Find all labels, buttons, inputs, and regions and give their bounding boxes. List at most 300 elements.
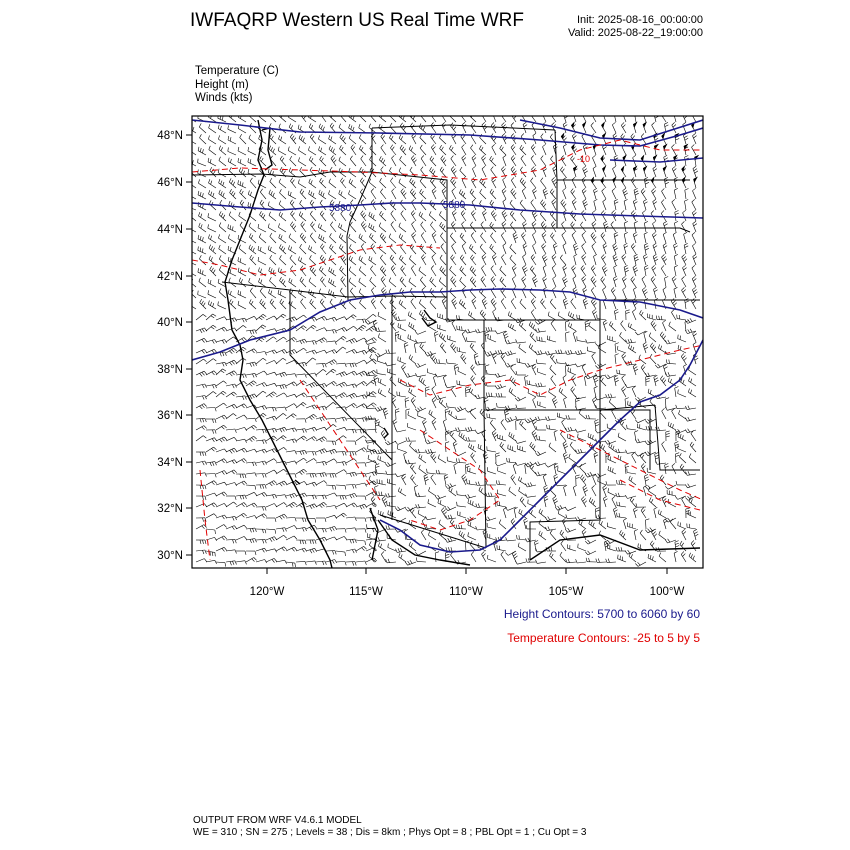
wind-barb bbox=[431, 475, 436, 485]
wind-barb bbox=[256, 352, 267, 356]
wind-barb bbox=[339, 234, 346, 244]
wind-barb bbox=[429, 211, 436, 221]
wind-barb bbox=[589, 520, 596, 529]
wind-barb bbox=[603, 320, 607, 331]
wind-barb bbox=[543, 144, 547, 155]
wind-barb bbox=[440, 145, 446, 155]
wind-barb bbox=[260, 288, 266, 298]
wind-barb bbox=[256, 474, 266, 478]
wind-barb bbox=[496, 480, 506, 485]
wind-barb bbox=[451, 167, 456, 178]
wind-barb bbox=[645, 373, 656, 377]
wind-barb bbox=[693, 133, 697, 144]
wind-barb bbox=[644, 232, 648, 243]
wind-barb bbox=[582, 276, 586, 287]
wind-barb bbox=[470, 409, 476, 419]
wind-barb bbox=[396, 317, 406, 321]
wind-barb bbox=[570, 442, 576, 452]
wind-barb bbox=[440, 266, 446, 276]
wind-barb bbox=[601, 233, 606, 244]
wind-barb bbox=[401, 266, 406, 276]
wind-barb bbox=[226, 550, 237, 554]
wind-barb bbox=[450, 519, 456, 529]
wind-barb bbox=[356, 504, 367, 509]
wind-barb bbox=[640, 310, 647, 320]
wind-barb bbox=[675, 211, 679, 222]
wind-barb bbox=[206, 408, 216, 412]
wind-barb bbox=[286, 337, 297, 342]
wind-barb bbox=[693, 331, 697, 342]
wind-barb bbox=[419, 267, 426, 276]
wind-barb bbox=[645, 452, 656, 456]
wind-barb bbox=[326, 506, 337, 510]
wind-barb bbox=[389, 134, 396, 144]
wind-barb bbox=[238, 158, 246, 166]
wind-barb bbox=[484, 397, 488, 408]
wind-barb bbox=[620, 530, 627, 540]
wind-barb bbox=[216, 317, 227, 320]
wind-barb bbox=[488, 335, 496, 343]
wind-barb bbox=[420, 145, 426, 155]
wind-barb bbox=[460, 167, 466, 177]
wind-barb bbox=[298, 157, 306, 166]
wind-barb bbox=[449, 410, 456, 419]
wind-barb bbox=[654, 287, 658, 298]
wind-barb bbox=[316, 363, 326, 367]
wind-barb bbox=[666, 431, 670, 441]
wind-barb bbox=[575, 350, 586, 355]
wind-barb bbox=[662, 254, 667, 265]
wind-barb bbox=[236, 513, 247, 518]
wind-barb bbox=[505, 351, 516, 356]
wind-barb bbox=[226, 483, 237, 487]
wind-barb bbox=[266, 329, 277, 332]
wind-barb bbox=[689, 454, 696, 464]
wind-barb bbox=[503, 177, 506, 188]
wind-barb bbox=[466, 387, 470, 397]
wind-barb bbox=[326, 360, 337, 365]
wind-barb bbox=[515, 462, 526, 465]
wind-barb bbox=[326, 537, 337, 540]
wind-barb bbox=[630, 497, 636, 507]
wind-barb bbox=[246, 449, 257, 452]
wind-barb bbox=[639, 355, 646, 364]
wind-barb bbox=[589, 322, 596, 331]
wind-barb bbox=[552, 265, 556, 276]
wind-barb bbox=[386, 350, 396, 354]
wind-barb bbox=[346, 485, 356, 489]
wind-barb bbox=[565, 507, 576, 511]
wind-barb bbox=[306, 358, 316, 364]
wind-barb bbox=[591, 266, 596, 277]
wind-barb bbox=[389, 234, 396, 243]
wind-barb bbox=[465, 329, 476, 333]
wind-barb bbox=[395, 409, 399, 419]
wind-barb bbox=[685, 318, 696, 323]
wind-barb bbox=[683, 210, 686, 221]
coastline bbox=[225, 120, 700, 568]
wind-barb bbox=[634, 111, 638, 122]
wind-barb bbox=[306, 382, 317, 387]
wind-barb bbox=[320, 299, 326, 309]
wind-barb bbox=[453, 441, 457, 452]
wind-barb bbox=[306, 482, 317, 486]
wind-barb bbox=[543, 265, 546, 276]
wind-barb bbox=[521, 211, 527, 221]
wind-barb bbox=[296, 339, 307, 344]
wind-barb bbox=[573, 166, 577, 177]
wind-barb bbox=[208, 290, 216, 298]
wind-barb bbox=[259, 113, 266, 122]
wind-barb bbox=[647, 468, 656, 474]
wind-barb bbox=[270, 178, 276, 188]
wind-barb bbox=[495, 384, 506, 389]
wind-barb bbox=[278, 290, 286, 298]
wind-barb bbox=[399, 255, 406, 265]
wind-barb bbox=[248, 169, 256, 177]
wind-barb bbox=[310, 233, 316, 243]
wind-barb bbox=[471, 365, 476, 375]
wind-barb bbox=[196, 518, 206, 522]
wind-barb bbox=[268, 246, 276, 254]
wind-barb bbox=[216, 492, 227, 496]
wind-barb bbox=[668, 499, 676, 507]
wind-barb bbox=[614, 199, 618, 210]
wind-barb bbox=[306, 437, 317, 442]
wind-barb bbox=[196, 338, 207, 342]
wind-barb bbox=[346, 326, 357, 331]
wind-barb bbox=[356, 325, 366, 331]
wind-barb bbox=[276, 413, 286, 419]
wind-barb bbox=[278, 223, 286, 232]
wind-barb bbox=[591, 233, 596, 244]
wind-barb bbox=[582, 111, 586, 122]
wind-barb bbox=[405, 398, 409, 408]
wind-barb bbox=[306, 350, 317, 354]
wind-barb bbox=[377, 479, 386, 485]
wind-barb bbox=[228, 125, 236, 133]
wind-barb bbox=[460, 255, 466, 265]
wind-barb bbox=[336, 327, 347, 331]
wind-barb bbox=[511, 475, 516, 485]
wind-barb bbox=[519, 344, 526, 353]
wind-barb bbox=[458, 367, 466, 375]
wind-barb bbox=[628, 344, 636, 353]
wind-barb bbox=[509, 487, 516, 496]
wind-barb bbox=[433, 375, 436, 386]
wind-barb bbox=[196, 436, 206, 441]
wind-barb bbox=[366, 370, 377, 375]
wind-barb bbox=[300, 244, 306, 254]
wind-barb bbox=[686, 471, 697, 475]
wind-barb bbox=[561, 541, 566, 551]
longitude-label: 100°W bbox=[649, 586, 685, 598]
wind-barb bbox=[531, 178, 537, 188]
wind-barb bbox=[216, 562, 226, 567]
wind-barb bbox=[679, 377, 686, 386]
wind-barb bbox=[652, 122, 656, 133]
wind-barb bbox=[635, 419, 646, 423]
wind-barb bbox=[260, 299, 266, 309]
wind-barb bbox=[506, 537, 516, 541]
wind-barb bbox=[503, 243, 506, 254]
wind-barb bbox=[490, 200, 496, 210]
wind-barb bbox=[462, 122, 466, 133]
wind-barb bbox=[618, 433, 626, 441]
wind-barb bbox=[336, 427, 347, 430]
wind-barb bbox=[410, 442, 417, 452]
wind-barb bbox=[276, 314, 286, 320]
wind-barb bbox=[631, 244, 636, 255]
wind-barb bbox=[390, 178, 396, 188]
wind-barb bbox=[455, 452, 466, 456]
wind-barb bbox=[336, 363, 346, 367]
wind-barb bbox=[260, 211, 267, 221]
wind-barb bbox=[289, 278, 296, 287]
wind-barb bbox=[276, 393, 287, 397]
wind-barb bbox=[574, 254, 577, 265]
height-contour-label: 5880 bbox=[443, 200, 466, 211]
wind-barb bbox=[470, 222, 476, 232]
wind-barb bbox=[501, 552, 506, 563]
wind-barb bbox=[501, 112, 506, 123]
wind-barb bbox=[530, 464, 536, 474]
wind-barb bbox=[395, 332, 399, 342]
wind-barb bbox=[432, 254, 436, 265]
wind-barb bbox=[458, 511, 467, 518]
wind-barb bbox=[666, 372, 677, 376]
wind-barb bbox=[480, 244, 486, 254]
wind-barb bbox=[537, 436, 546, 441]
wind-barb bbox=[601, 254, 606, 265]
wind-barb bbox=[469, 311, 477, 320]
wind-barb bbox=[533, 188, 537, 199]
wind-barb bbox=[196, 404, 207, 409]
wind-barb bbox=[296, 315, 307, 320]
wind-barb bbox=[218, 135, 226, 144]
wind-barb bbox=[375, 353, 386, 357]
wind-barb bbox=[538, 401, 547, 408]
wind-barb bbox=[646, 426, 656, 430]
wind-barb bbox=[309, 156, 316, 166]
wind-barb bbox=[671, 309, 676, 320]
wind-barb bbox=[378, 312, 386, 320]
wind-barb bbox=[542, 243, 547, 254]
wind-barb bbox=[531, 156, 536, 167]
wind-barb bbox=[482, 155, 487, 166]
wind-barb bbox=[356, 448, 367, 452]
wind-barb bbox=[356, 540, 366, 545]
wind-barb bbox=[628, 323, 636, 331]
wind-barb bbox=[626, 339, 637, 343]
wind-barb bbox=[248, 147, 256, 155]
wind-barb bbox=[415, 551, 426, 555]
variable-height: Height (m) bbox=[195, 79, 249, 91]
wind-barb bbox=[603, 287, 607, 298]
wind-barb bbox=[685, 429, 696, 433]
wind-barb bbox=[395, 474, 406, 477]
wind-barb bbox=[420, 134, 426, 144]
wind-barb bbox=[398, 488, 406, 497]
wind-barb bbox=[470, 112, 477, 122]
wind-barb bbox=[309, 179, 316, 188]
wind-barb bbox=[216, 425, 227, 430]
wind-barb bbox=[216, 403, 227, 408]
wind-barb bbox=[592, 353, 596, 364]
latitude-label: 34°N bbox=[157, 457, 183, 469]
wind-barb bbox=[692, 232, 696, 243]
wind-barb bbox=[421, 222, 426, 232]
wind-barb bbox=[316, 528, 326, 532]
wind-barb bbox=[198, 246, 206, 254]
wind-barb bbox=[206, 392, 216, 398]
wind-barb bbox=[545, 527, 556, 531]
wind-barb bbox=[286, 428, 297, 432]
wind-barb bbox=[260, 189, 266, 199]
wind-barb bbox=[236, 404, 247, 408]
wind-barb bbox=[408, 411, 416, 419]
wind-barb bbox=[248, 268, 256, 276]
wind-barb bbox=[196, 452, 206, 456]
wind-barb bbox=[482, 111, 487, 122]
wind-barb bbox=[400, 200, 406, 210]
wind-barb bbox=[517, 358, 526, 364]
wind-barb bbox=[576, 398, 580, 408]
wind-barb bbox=[471, 145, 477, 155]
wind-barb bbox=[301, 222, 306, 232]
wind-barb bbox=[236, 448, 247, 452]
wind-barb bbox=[490, 244, 496, 254]
wind-barb bbox=[648, 554, 656, 562]
wind-barb bbox=[239, 245, 246, 254]
wind-barb bbox=[563, 144, 566, 155]
wind-barb bbox=[562, 287, 566, 298]
wind-barb bbox=[563, 441, 568, 452]
wind-barb bbox=[621, 167, 626, 178]
wind-barb bbox=[451, 156, 456, 166]
wind-barb bbox=[256, 371, 267, 375]
wind-barb bbox=[238, 301, 246, 309]
wind-barb bbox=[674, 188, 678, 199]
wind-barb bbox=[395, 429, 406, 433]
wind-barb bbox=[196, 314, 206, 320]
wind-barb bbox=[614, 111, 618, 122]
wind-barb bbox=[356, 404, 367, 408]
wind-barb bbox=[650, 343, 656, 353]
wind-barb bbox=[533, 397, 536, 408]
wind-barb bbox=[216, 391, 226, 397]
wind-barb bbox=[651, 321, 656, 331]
wind-barb bbox=[341, 277, 346, 287]
wind-barb bbox=[258, 224, 266, 232]
wind-barb bbox=[469, 443, 477, 452]
wind-barb bbox=[218, 234, 226, 243]
wind-barb bbox=[416, 449, 426, 453]
wind-barb bbox=[637, 424, 646, 430]
wind-barb bbox=[520, 420, 527, 430]
wind-barb bbox=[349, 179, 356, 188]
wind-barb bbox=[482, 298, 487, 309]
wind-barb bbox=[206, 438, 217, 442]
wind-barb bbox=[496, 350, 507, 354]
wind-barb bbox=[653, 155, 656, 166]
wind-barb bbox=[326, 330, 337, 334]
wind-barb bbox=[350, 222, 356, 232]
wind-barb bbox=[399, 179, 406, 188]
wind-barb bbox=[359, 234, 366, 243]
wind-barb bbox=[533, 133, 536, 144]
wind-barb bbox=[256, 539, 266, 543]
wind-barb bbox=[446, 547, 456, 551]
wind-barb bbox=[336, 372, 347, 377]
wind-barb bbox=[236, 439, 247, 443]
wind-barb bbox=[569, 454, 576, 463]
wind-barb bbox=[535, 350, 546, 355]
wind-barb bbox=[691, 431, 696, 442]
wind-barb bbox=[592, 155, 596, 166]
wind-barb bbox=[532, 122, 536, 133]
wind-barb bbox=[431, 453, 437, 463]
wind-barb bbox=[491, 211, 496, 222]
wind-barb bbox=[661, 199, 666, 210]
wind-barb bbox=[548, 312, 556, 320]
wind-barb bbox=[593, 474, 596, 485]
wind-barb bbox=[442, 122, 446, 133]
wind-barb bbox=[666, 359, 676, 364]
wind-barb bbox=[196, 461, 207, 465]
wind-barb bbox=[219, 157, 226, 166]
wind-barb bbox=[209, 190, 217, 199]
wind-barb bbox=[208, 224, 216, 232]
wind-barb bbox=[550, 299, 556, 309]
wind-barb bbox=[602, 188, 606, 199]
wind-barb bbox=[441, 111, 446, 122]
wind-barb bbox=[663, 221, 667, 232]
wind-barb bbox=[380, 233, 386, 243]
wind-barb bbox=[645, 418, 656, 423]
wind-barb bbox=[469, 388, 476, 397]
wind-barb bbox=[206, 551, 215, 556]
wind-barb bbox=[682, 287, 687, 298]
wind-barb bbox=[301, 299, 307, 309]
wind-barb bbox=[629, 553, 636, 562]
wind-barb bbox=[306, 473, 316, 477]
wind-barb bbox=[269, 190, 276, 199]
wind-barb bbox=[356, 319, 366, 323]
wind-barb bbox=[226, 470, 237, 474]
wind-barb bbox=[542, 111, 546, 122]
valid-time: Valid: 2025-08-22_19:00:00 bbox=[568, 27, 703, 39]
wind-barb bbox=[266, 494, 277, 498]
wind-barb bbox=[416, 557, 426, 562]
wind-barb bbox=[246, 349, 257, 353]
wind-barb bbox=[461, 112, 467, 122]
wind-barb bbox=[286, 439, 297, 443]
wind-barb bbox=[236, 459, 247, 464]
wind-barb bbox=[266, 392, 276, 398]
wind-barb bbox=[298, 256, 306, 265]
wind-barb bbox=[573, 243, 578, 254]
wind-barb bbox=[308, 113, 316, 122]
wind-barb bbox=[623, 188, 628, 199]
wind-barb bbox=[461, 211, 466, 222]
wind-barb bbox=[226, 516, 237, 520]
wind-barb bbox=[429, 487, 437, 496]
wind-barb bbox=[196, 384, 207, 388]
wind-barb bbox=[321, 112, 326, 122]
wind-barb bbox=[430, 299, 436, 309]
wind-barb bbox=[692, 210, 696, 221]
